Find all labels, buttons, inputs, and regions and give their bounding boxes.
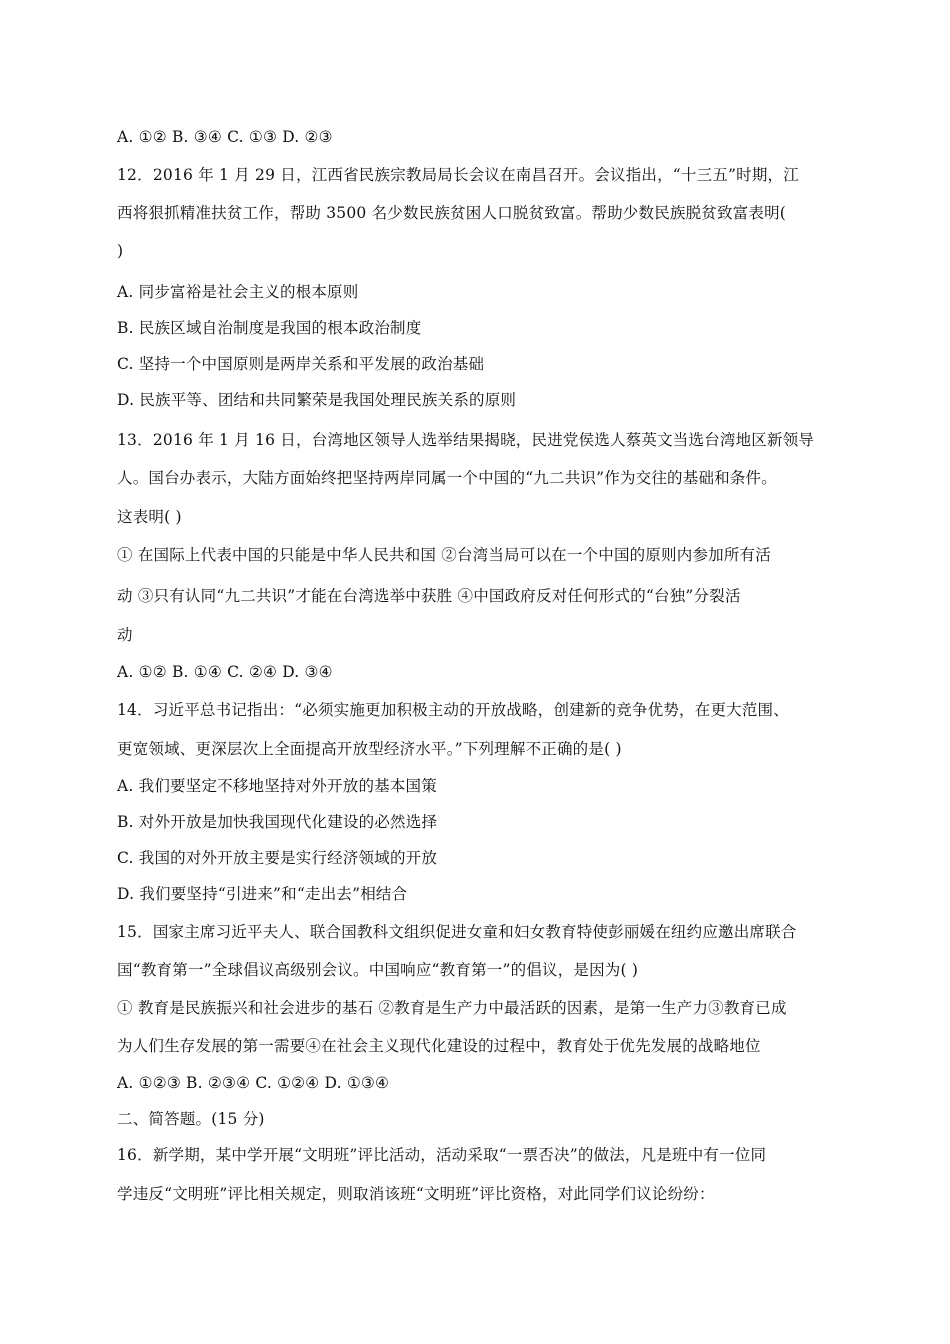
section-heading: 二、简答题。(15 分) [117, 1110, 265, 1128]
q13-stem-line-3: 这表明( ) [117, 508, 182, 526]
q14-option-d: D. 我们要坚持“引进来”和“走出去”相结合 [117, 885, 408, 903]
q15-options: A. ①②③ B. ②③④ C. ①②④ D. ①③④ [117, 1074, 390, 1092]
q13-statements-line-2: 动 ③只有认同“九二共识”才能在台湾选举中获胜 ④中国政府反对任何形式的“台独”分裂活 [117, 587, 741, 605]
q12-option-b: B. 民族区域自治制度是我国的根本政治制度 [117, 319, 422, 337]
q12-stem-line-3: ) [117, 242, 124, 260]
q13-stem-line-1: 13．2016 年 1 月 16 日，台湾地区领导人选举结果揭晓，民进党侯选人蔡英文当选台湾地区新领导 [117, 431, 815, 449]
q15-stem-line-1: 15．国家主席习近平夫人、联合国教科文组织促进女童和妇女教育特使彭丽媛在纽约应邀出席联合 [117, 923, 797, 941]
q13-options: A. ①② B. ①④ C. ②④ D. ③④ [117, 663, 333, 681]
q13-statements-line-1: ① 在国际上代表中国的只能是中华人民共和国 ②台湾当局可以在一个中国的原则内参加所有活 [117, 546, 771, 564]
q12-option-d: D. 民族平等、团结和共同繁荣是我国处理民族关系的原则 [117, 391, 517, 409]
q12-option-c: C. 坚持一个中国原则是两岸关系和平发展的政治基础 [117, 355, 485, 373]
q15-stem-line-2: 国“教育第一”全球倡议高级别会议。中国响应“教育第一”的倡议，是因为( ) [117, 961, 639, 979]
q13-stem-line-2: 人。国台办表示，大陆方面始终把坚持两岸同属一个中国的“九二共识”作为交往的基础和条件。 [117, 469, 777, 487]
q14-option-a: A. 我们要坚定不移地坚持对外开放的基本国策 [117, 777, 437, 795]
q12-stem-line-2: 西将狠抓精准扶贫工作，帮助 3500 名少数民族贫困人口脱贫致富。帮助少数民族脱贫致富表明( [117, 204, 787, 222]
q16-stem-line-1: 16．新学期，某中学开展“文明班”评比活动，活动采取“一票否决”的做法，凡是班中有一位同 [117, 1146, 767, 1164]
q14-option-c: C. 我国的对外开放主要是实行经济领域的开放 [117, 849, 438, 867]
q16-stem-line-2: 学违反“文明班”评比相关规定，则取消该班“文明班”评比资格，对此同学们议论纷纷： [117, 1185, 715, 1203]
q14-option-b: B. 对外开放是加快我国现代化建设的必然选择 [117, 813, 438, 831]
q15-statements-line-2: 为人们生存发展的第一需要④在社会主义现代化建设的过程中，教育处于优先发展的战略地位 [117, 1037, 761, 1055]
q15-statements-line-1: ① 教育是民族振兴和社会进步的基石 ②教育是生产力中最活跃的因素，是第一生产力③教育已成 [117, 999, 787, 1017]
q12-option-a: A. 同步富裕是社会主义的根本原则 [117, 283, 359, 301]
q14-stem-line-1: 14．习近平总书记指出：“必须实施更加积极主动的开放战略，创建新的竞争优势，在更大范围、 [117, 701, 789, 719]
q13-statements-line-3: 动 [117, 626, 133, 644]
q11-options: A. ①② B. ③④ C. ①③ D. ②③ [117, 128, 333, 146]
q12-stem-line-1: 12．2016 年 1 月 29 日，江西省民族宗教局局长会议在南昌召开。会议指出，“十三五”时期，江 [117, 166, 799, 184]
q14-stem-line-2: 更宽领域、更深层次上全面提高开放型经济水平。”下列理解不正确的是( ) [117, 740, 622, 758]
